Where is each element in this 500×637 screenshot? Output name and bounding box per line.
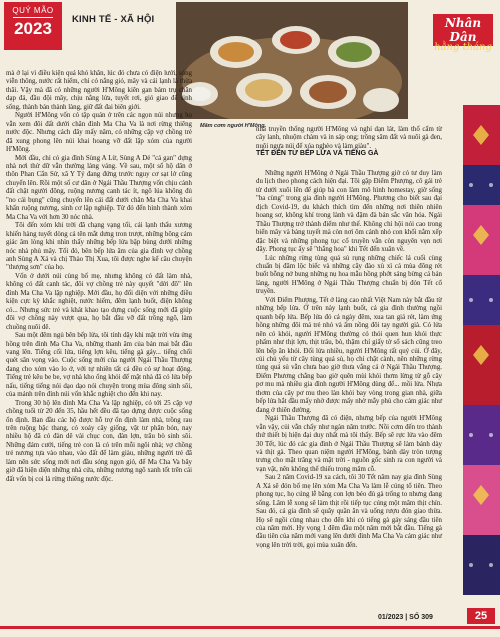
paragraph: Tôi đến xóm khi trời đã chạng vạng tối, cái lạnh thấu xương khiến hàng tuyết dòng cả tên mắt dưng tron trượt, những bông cảm giác âm lòng khi nhìn thấy những bếp lửa bập bùng dưới những nóc nhà phủ mây. Tối đó, bên bếp lửa âm của gia đình vợ chồng anh Sùng A Xá và chị Thào Thị Xua, tôi được nghe kể câu chuyện "thượng sơn" của họ.	[6, 222, 192, 272]
textile-pattern	[463, 105, 500, 595]
page-number: 25	[467, 608, 495, 624]
badge-year: 2023	[14, 19, 52, 38]
section-heading: TẾT ĐẾN TỪ BẾP LỬA VÀ TIẾNG GÀ	[256, 150, 379, 157]
paragraph: mà ở lại vì điều kiện quá khó khăn, lúc đó chưa có điện lưới, sóng viễn thông, nước rất hiếm, chỉ có nắng gió, mây và cái lạnh là thừa thãi. Vậy mà đã có những người H'Mông kiên gan bám trụ chăn dạp đá, đầu đội mây, chịu nắng lửa, tuyết rơi, gió giao để sinh sống, thành bản thành làng, giữ đất đai biên giới.	[6, 70, 192, 111]
paragraph: Người H'Mông vốn có tập quán ở trên các ngọn núi nhưng họ vẫn xem đôi đất dưới chân đỉnh Ma Cha Va là nơi rừng thiêng nước độc. Nhưng cách đây mấy năm, có những cặp vợ chồng trẻ đã xung phong lên núi khai hoang vỡ đất lập xóm của người H'Mông.	[6, 112, 192, 154]
meal-photo	[176, 2, 408, 119]
section-title: KINH TẾ - XÃ HỘI	[72, 14, 155, 25]
column-right	[256, 170, 442, 550]
badge-top: QUÝ MÃO	[12, 6, 54, 15]
meal-illustration	[176, 2, 408, 119]
paragraph: Mới đầu, chỉ có gia đình Sùng A Lừ, Sùng A Dẻ "cả gan" dựng nhà nơi thử dữ vẫn thường lảng vảng. Về sau, một số hộ dân ở thôn Phan Cẩn Sử, xã Y Tý đang đứng trước nguy cơ sạt lở cũng chuyển lên. Rồi một số cư dân ở Ngải Thầu Thượng vốn chịu cảnh đất chật người đông, ruộng nương canh tác ít, ngô lúa không đủ "no cái bụng" cũng chuyển lên cái đất dưới chân Ma Cha Va khai khẩn ruộng nương, sinh cơ lập nghiệp. Từ đó đến hình thành xóm Ma Cha Va với hơn 30 nóc nhà.	[6, 154, 192, 221]
photo-caption: Mâm cơm người H'Mông.	[200, 123, 267, 129]
logo-subtitle: hằng tháng	[434, 42, 492, 53]
decorative-textile-strip	[463, 105, 500, 595]
paragraph: Lúc những rừng tùng quả sủ rụng những chiếc lá cuối cùng chuẩn bị đâm lộc biếc và những cây đào xù xì cả mùa đông rét buốt bỗng nở bung những nụ hoa mẫu hồng phớt sáng bừng cả bản làng, người H'Mông ở Ngải Thầu Thượng chuẩn bị đón Tết cổ truyền.	[256, 254, 442, 296]
logo-name: Nhân Dân	[444, 16, 482, 44]
paragraph: Với Điểm Phượng, Tết ở làng cao nhất Việt Nam này bắt đầu từ những bếp lửa. Ở trên này lạnh buốt, cả gia đình thường ngồi quanh bếp lửa. Bếp lửa đỏ cả ngày đêm, xua tan giá rét, làm ứng hồng những đôi má trẻ nhỏ và ấm nồng đôi tay người già. Có lửa nên có khói, người H'Mông thường có thói quen hun khói thực phẩm như thịt lợn, thịt trâu, bò, thậm chí giấy tờ sổ sách cũng treo lên bếp ăn khói. Đối lửa nhiều, người H'Mông rất quý củi. Ở đây, củi chủ yếu từ cây tùng quả sủ, họ chỉ chặt cành, nên những rừng tùng quả sủ vẫn chưa bao giờ thưa vắng cả ở Ngải Thầu Thượng. Điểm Phương chẳng bao giờ quên mùi khói thơm lừng từ gỗ cây pơ mu mà nhiều gia đình người H'Mông dùng để... mồi lửa. Nhựa thơm của cây pơ mu theo làn khói bay vòng trong gian nhà, giữa bếp lửa hắt đầu mấy nhờ được mấy nhờ mẫy phủ cho cảm giác như đang ở thiên đường.	[256, 296, 442, 414]
badge-divider	[13, 17, 53, 18]
paragraph: Vốn ở dưới núi cùng bố mẹ, nhưng không có đất làm nhà, không có đất canh tác, đôi vợ chồng trẻ này quyết "dời đô" lên đỉnh Ma Cha Va lập nghiệp. Mới đầu, họ đối diện với những điều kiện cực kỳ khắc nghiệt, nước hiếm, đêm lạnh buốt, điện không có... Nhưng sức trẻ và khát khao tạo dựng cuộc sống mới đã giúp đôi vợ chồng này vượt qua, họ bắt đầu vỡ đất trồng ngô, làm chuồng nuôi dê.	[6, 272, 192, 331]
column-right-top	[256, 126, 442, 151]
footer-bar	[0, 626, 500, 629]
column-left	[6, 70, 192, 484]
paragraph: Sau một đêm ngủ bên bếp lửa, tôi tỉnh dậy khi mặt trời vừa ửng hồng trên đỉnh Ma Cha Va, những thanh âm của bản mai bắt đầu vang lên. Tiếng cối lửa, tiếng lợn kêu, tiếng gà gáy... tiếng chổi quét sân vọng vào. Cuộc sống mới của người Ngải Thầu Thượng đang cho xóm vào lo ở, với tự nhiên tất cả đều có sự hoạt động. Tiếng trẻ kêu be be, vợ nhà kho ống khói để mặt nhà đã có lửa bếp nấu, tiếng tiếng nói dạo dạo nói chuyện trong mùa đông sinh sôi, của mảnh trên đỉnh núi vốn khắc nghiệt cho đến khi nay.	[6, 332, 192, 399]
issue-badge	[4, 2, 62, 50]
paragraph: Sau 2 năm Covid-19 xa cách, tôi 30 Tết năm nay gia đình Sùng A Xá sẽ đón bố mẹ lên xóm Ma Cha Va làm lễ cúng tổ tiên. Theo phong tục, họ cúng lễ bằng con lợn béo đủ gà trống to nhưng đang sống. Lâm lễ xong sẽ làm thịt rồi tiếp tục cúng một mâm thịt chín. Sau đó, cả gia đình sẽ quây quần ăn và uống rượu đón giao thừa. Họ sẽ ngồi cùng nhau cho đến khi có tiếng gà gáy sáng đầu tiên của năm mới. Hy vọng 1 đêm đầu một năm mới bắt đầu. Tiếng gà đầu tiên của năm mới vang lên dưới đỉnh Ma Cha Va cảm giác như vọng lên trời trời, gọi mùa xuân đến.	[256, 474, 442, 549]
paragraph: nhà truyền thống người H'Mông và nghỉ dạn lát, làm thổ cẩm từ cây lanh, nhuộm chàm và in sáp ong; trồng sâm đất và nuôi gà đen, nuôi ngựa núi để xóa nghèo và làm giàu".	[256, 126, 442, 150]
issue-number: 01/2023 | SỐ 309	[378, 614, 433, 621]
paragraph: Những người H'Mông ở Ngải Thầu Thượng giờ có tư duy làm du lịch theo phong cách hiện đại. Tôi gặp Điểm Phượng, cô gái trẻ từ dưới xuôi lên để giúp bà con làm mô hình homestay, giờ sống "ba cùng" trong gia đình người H'Mông. Phương cho biết sau đại dịch Covid-19, du khách thích tìm đến những nơi thiên nhiên hoang sơ, không khí trong lành và đậm đà bản sắc văn hóa. Ngải Thầu Thượng trở thành điểm như thế. Không chỉ hội nói cao trong biển mây và bảng tuyết mà còn nơi ôm cảnh nhỏ con khối nắm xếp đặc biệt và những phong tục cổ truyền vẫn còn nguyên vẹn nơi đây. Phong tục ấy sẽ "thắng hoa" khi Tết đến xuân về.	[256, 170, 442, 254]
paragraph: Ngải Thầu Thượng đã có điện, nhưng bếp của người H'Mông vẫn vậy, củi vẫn chấy như ngàn năm trước. Nồi cơm đến tro thành thứ thiết bị hiện đại duy nhất mà tôi thấy. Bếp sẽ rực lửa vào đêm 30 Tết, lúc đó các gia đình ở Ngải Thầu Thượng sẽ làm bánh dày và thịt gà. Theo quan niệm người H'Mông, bánh dày tròn tượng trưng cho mặt trăng và mặt trời - nguồn gốc sinh ra con người và vạn vật, nên không thể thiếu trong mâm cỗ.	[256, 415, 442, 473]
paragraph: Trong 30 hộ lên đỉnh Ma Cha Va lập nghiệp, có tới 25 cặp vợ chồng tuổi từ 20 đến 35, hầu hết đều đã tạo dựng được cuộc sống ổn định. Ban đầu các hộ được hỗ trợ ổn định làm nhà, trồng rau trên ruộng bậc thang, có xoáy cây giống, vật tư phân bón, nay nhiều hộ đã có đàn dê vài chục con, đàn lợn, trâu bò sinh sôi. Những đám cưới, tiếng trẻ con là có trên mỗi ngôi nhà; vợ chồng trẻ nương tựa vào nhau, vào đất để làm giàu, những người trẻ đã làm nên sức sống mới nơi đầu sóng ngọn gió, để Ma Cha Va bây giờ đã hiện diện những nhà cửa, những nương ngô xanh tốt trên cái đất vốn bị coi là rừng thiêng nước độc.	[6, 399, 192, 483]
newspaper-logo	[433, 14, 493, 53]
